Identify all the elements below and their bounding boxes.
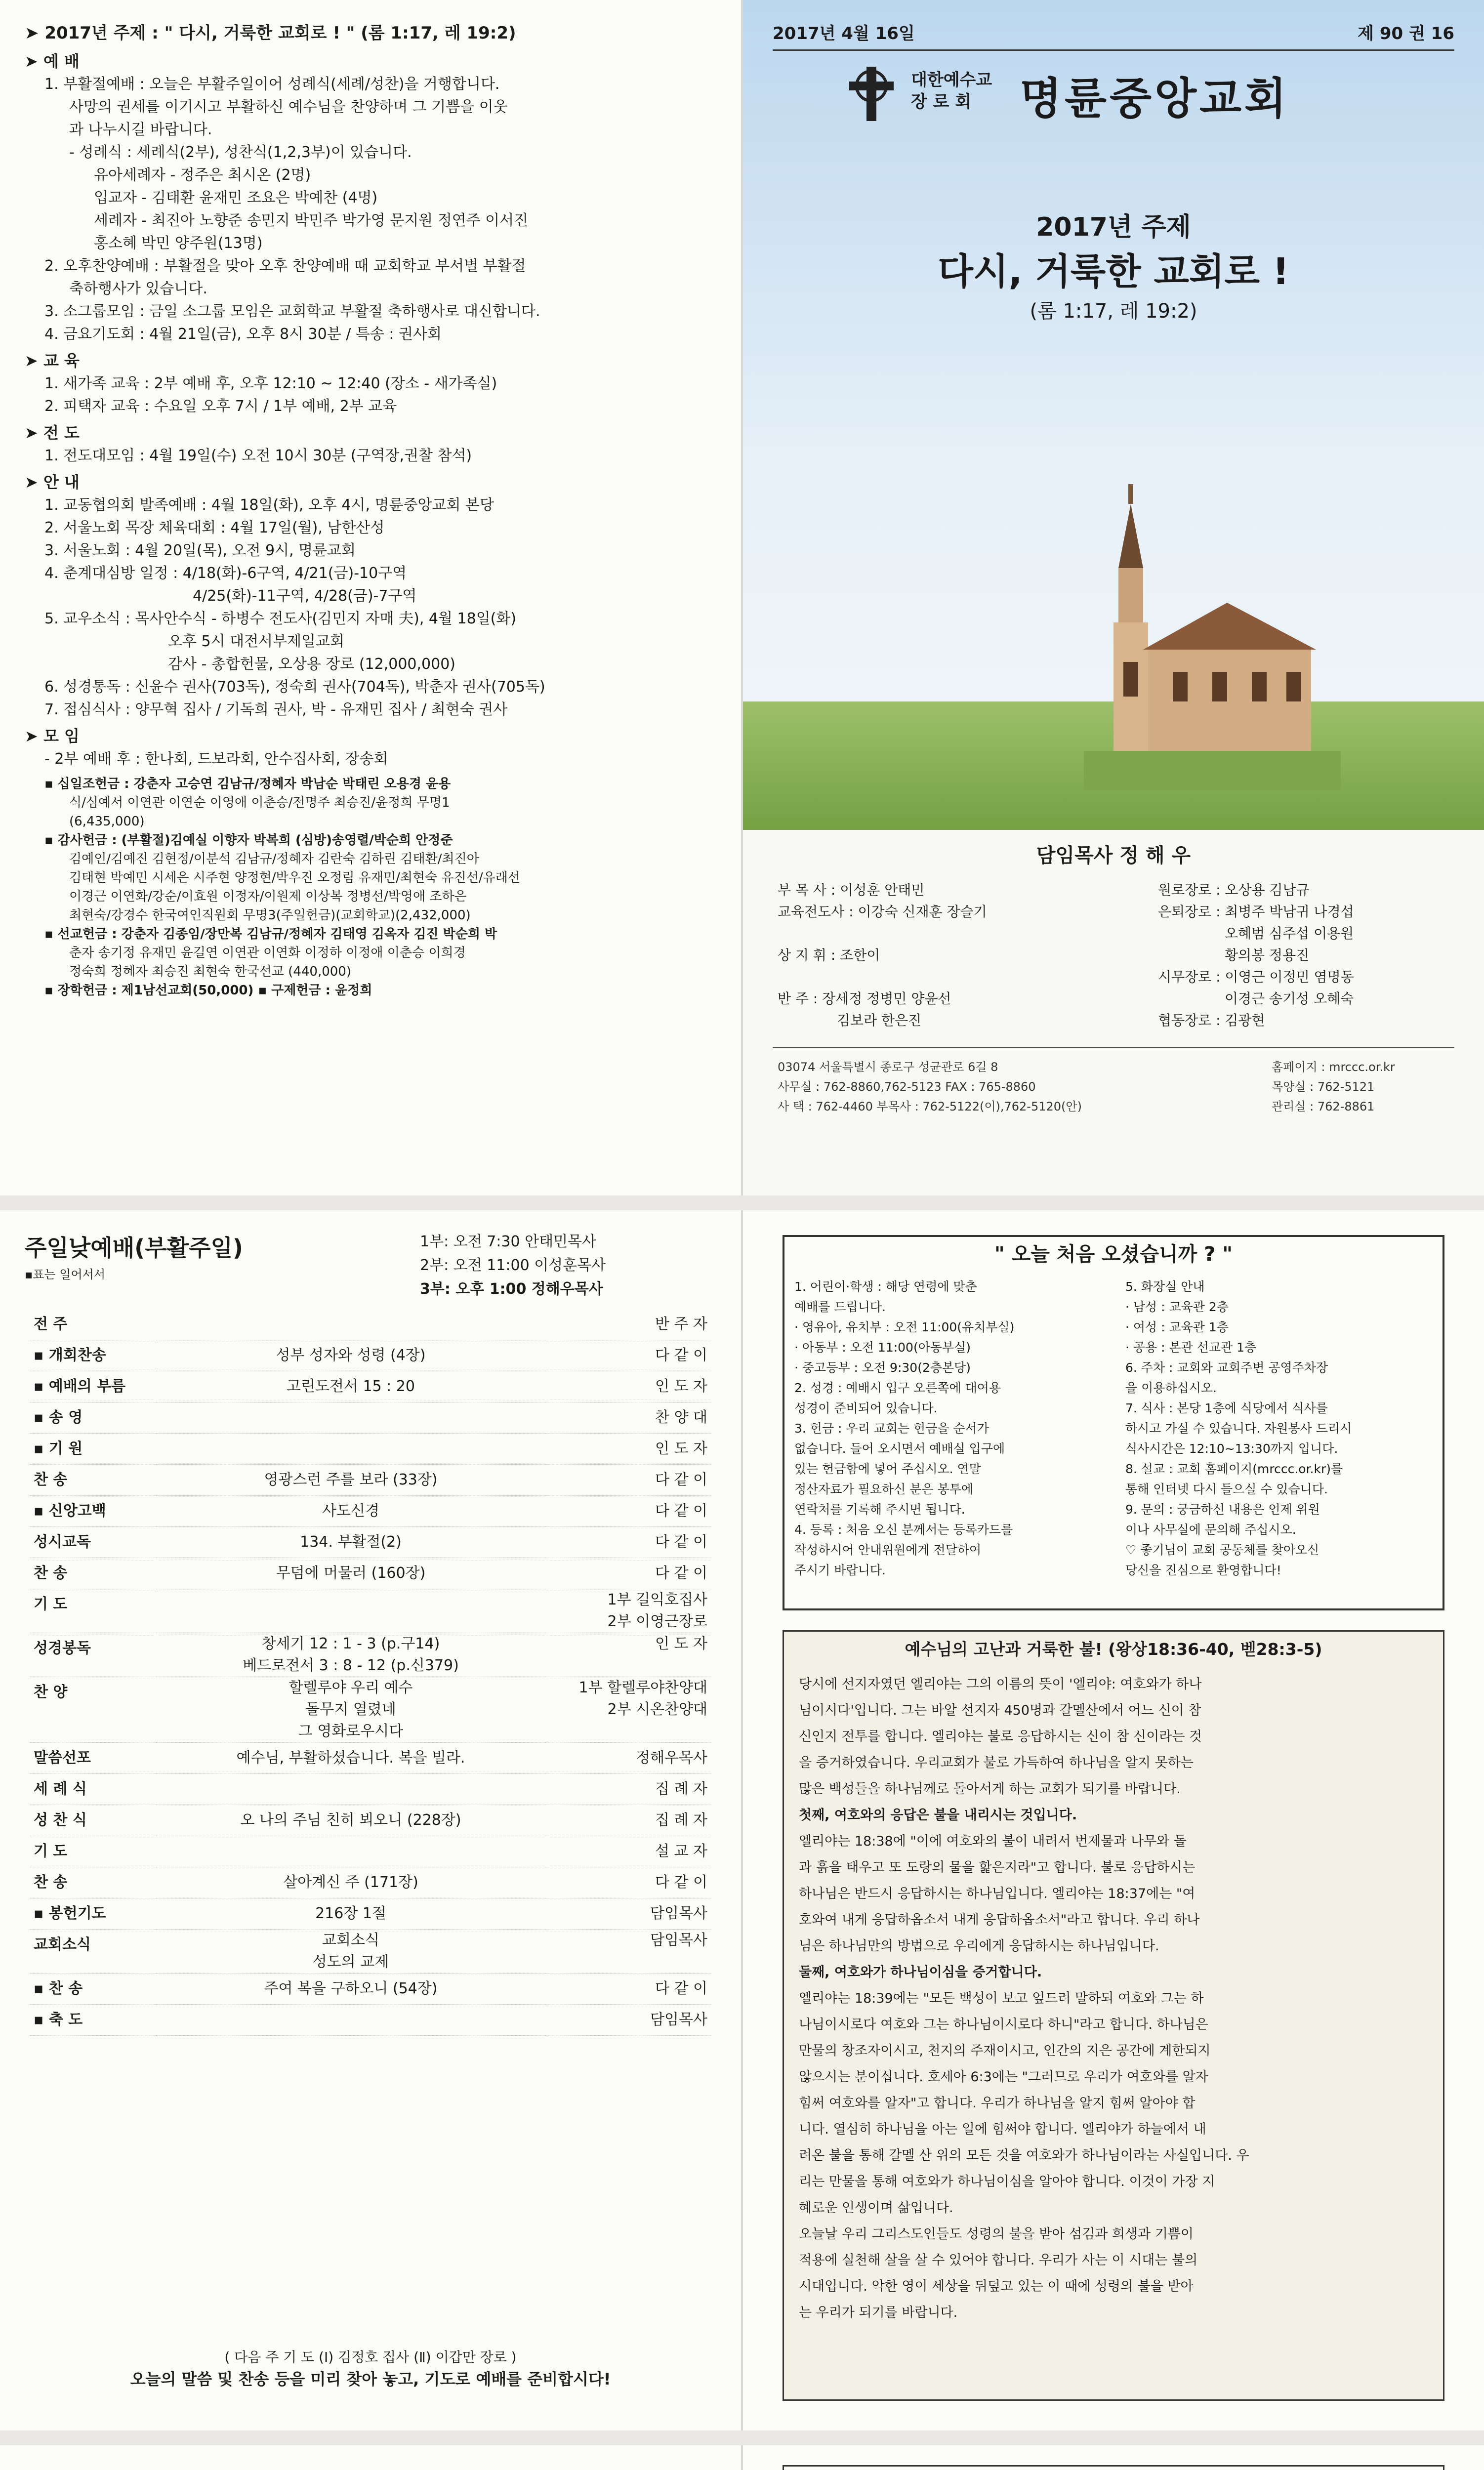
offering-line: 정숙희 정혜자 최승진 최현숙 한국선교 (440,000): [69, 964, 351, 979]
worship-item-label: ▪ 예배의 부름: [34, 1378, 126, 1395]
church-name: 명륜중앙교회: [1020, 73, 1290, 124]
worship-item-leader: 다 같 이: [655, 1564, 707, 1582]
notice-line: 연락처를 기록해 주시면 됩니다.: [794, 1502, 965, 1517]
worship-item-content: 할렐루야 우리 예수 돌무지 열렸네 그 영화로우시다: [289, 1679, 413, 1740]
worship-item-leader: 찬 양 대: [655, 1409, 707, 1426]
sermon-line: 리는 만물을 통해 여호와가 하나님이심을 알아야 합니다. 이것이 가장 지: [799, 2174, 1215, 2189]
sunday-worship-page: [0, 1210, 741, 2430]
worship-item-label: ▪ 송 영: [34, 1409, 83, 1426]
worship-item-content: [156, 1402, 545, 1434]
sermon-line: 나님이시로다 여호와 그는 하나님이시로다 하니"라고 합니다. 하나님은: [799, 2017, 1208, 2032]
worship-item: [30, 1774, 711, 1805]
ann-line: - 성례식 : 세례식(2부), 성찬식(1,2,3부)이 있습니다.: [69, 144, 412, 161]
other-services-page: [0, 2445, 741, 2470]
notice-line: 정산자료가 필요하신 분은 봉투에: [794, 1482, 973, 1496]
sermon-line: 만물의 창조자이시고, 천지의 주재이시고, 인간의 지은 공간에 계한되지: [799, 2043, 1211, 2058]
worship-item-label: 성 찬 식: [34, 1811, 87, 1829]
worship-item-content: [156, 1589, 545, 1633]
sermon-line: 않으시는 분이십니다. 호세아 6:3에는 "그러므로 우리가 여호와를 알자: [799, 2069, 1208, 2085]
notice-line: 5. 화장실 안내: [1125, 1279, 1205, 1294]
worship-item-leader: 정해우목사: [636, 1749, 707, 1767]
worship-item-leader: 담임목사: [650, 2011, 707, 2028]
sermon-line: 오늘날 우리 그리스도인들도 성령의 불을 받아 섬김과 희생과 기쁨이: [799, 2226, 1194, 2242]
ann-line: 3. 소그룹모임 : 금일 소그룹 모임은 교회학교 부활절 축하행사로 대신합니다.: [44, 303, 540, 320]
worship-item-label: ▪ 찬 송: [34, 1980, 83, 1997]
elder-line: 은퇴장로 : 최병주 박남귀 나경섭: [1158, 904, 1354, 920]
worship-item: [30, 1743, 711, 1774]
worship-item: [30, 1496, 711, 1527]
ann-line: 세례자 - 최진아 노향준 송민지 박민주 박가영 문지원 정연주 이서진: [94, 212, 529, 229]
staff-line: 반 주 : 장세정 정병민 양윤선: [778, 990, 951, 1007]
page-gap-2: [0, 2430, 1484, 2445]
ann-line: 4. 금요기도회 : 4월 21일(금), 오후 8시 30분 / 특송 : 권사회: [44, 326, 442, 343]
worship-item: [30, 1930, 711, 1974]
service-time-1: 1부: 오전 7:30 안태민목사: [420, 1233, 597, 1250]
ann-line: 6. 성경통독 : 신윤수 권사(703독), 정숙희 권사(704독), 박춘자 권사(705독): [44, 678, 545, 696]
worship-item-content: [156, 1434, 545, 1465]
ann-line: 4/25(화)-11구역, 4/28(금)-7구역: [193, 587, 417, 605]
worship-item: [30, 1974, 711, 2005]
notice-line: 이나 사무실에 문의해 주십시오.: [1125, 1523, 1296, 1537]
notice-line: 작성하시어 안내위원에게 전달하여: [794, 1543, 982, 1557]
notice-line: 주시기 바랍니다.: [794, 1563, 886, 1577]
sermon-line: 첫째, 여호와의 응답은 불을 내리시는 것입니다.: [799, 1808, 1077, 1823]
sermon-line: 힘써 여호와를 알자"고 합니다. 우리가 하나님을 알지 힘써 알아야 합: [799, 2096, 1195, 2111]
worship-item-label: 세 례 식: [34, 1780, 87, 1798]
sermon-line: 많은 백성들을 하나님께로 돌아서게 하는 교회가 되기를 바랍니다.: [799, 1781, 1181, 1797]
offering-line: 춘자 송기정 유재민 윤길연 이연관 이연화 이정하 이정애 이춘승 이희경: [69, 946, 466, 960]
ann-line: 오후 5시 대전서부제일교회: [168, 633, 344, 650]
office-phone: 사무실 : 762-8860,762-5123 FAX : 765-8860: [778, 1080, 1036, 1094]
service-time-2: 2부: 오전 11:00 이성훈목사: [420, 1257, 606, 1274]
worship-item-leader: 다 같 이: [655, 1471, 707, 1488]
worship-item: [30, 1589, 711, 1633]
worship-item-label: ▪ 축 도: [34, 2011, 83, 2028]
staff-line: 교육전도사 : 이강숙 신재훈 장슬기: [778, 904, 987, 920]
section-worship: ➤ 예 배: [25, 52, 80, 71]
ann-line: 1. 새가족 교육 : 2부 예배 후, 오후 12:10 ~ 12:40 (장소 - 새가족실): [44, 375, 497, 392]
calendar-box: [783, 2465, 1444, 2470]
worship-item: [30, 1558, 711, 1589]
notice-line: 8. 설교 : 교회 홈페이지(mrccc.or.kr)를: [1125, 1462, 1343, 1476]
sermon-line: 당시에 선지자였던 엘리야는 그의 이름의 뜻이 '엘리야: 여호와가 하나: [799, 1677, 1202, 1692]
section-evangelism: ➤ 전 도: [25, 423, 80, 442]
worship-item-content: 주여 복을 구하오니 (54장): [264, 1980, 438, 1997]
notice-line: 3. 헌금 : 우리 교회는 헌금을 순서가: [794, 1421, 989, 1436]
worship-item-leader: 다 같 이: [655, 1980, 707, 1997]
ann-line: 4. 춘계대심방 일정 : 4/18(화)-6구역, 4/21(금)-10구역: [44, 565, 407, 582]
newcomer-notice-box: [783, 1235, 1444, 1610]
worship-item-content: [156, 1836, 545, 1867]
notice-line: 통해 인터넷 다시 들으실 수 있습니다.: [1125, 1482, 1328, 1496]
staff-line: 김보라 한은진: [837, 1012, 922, 1029]
worship-item-leader: 다 같 이: [655, 1874, 707, 1891]
worship-item-label: 기 도: [34, 1843, 68, 1860]
worship-item-label: 교회소식: [34, 1936, 91, 1953]
worship-item-content: 134. 부활절(2): [300, 1533, 402, 1551]
offering-line: ▪ 십일조헌금 : 강춘자 고승연 김남규/정혜자 박남순 박태린 오용경 윤용: [44, 777, 451, 791]
section-education: ➤ 교 육: [25, 351, 80, 370]
worship-item-content: 고린도전서 15 : 20: [287, 1378, 415, 1395]
ann-line: 2. 서울노회 목장 체육대회 : 4월 17일(월), 남한산성: [44, 519, 385, 536]
elder-line: 시무장로 : 이영근 이정민 염명동: [1158, 969, 1354, 985]
worship-item-label: 찬 송: [34, 1471, 68, 1488]
ann-line: 3. 서울노회 : 4월 20일(목), 오전 9시, 명륜교회: [44, 542, 356, 559]
newcomer-notice-title: " 오늘 처음 오셨습니까 ? ": [994, 1243, 1233, 1266]
worship-item: [30, 1371, 711, 1402]
notice-line: · 아동부 : 오전 11:00(아동부실): [794, 1340, 971, 1355]
sermon-line: 는 우리가 되기를 바랍니다.: [799, 2305, 958, 2320]
cover-page: [743, 0, 1484, 1195]
worship-item-content: 예수님, 부활하셨습니다. 복을 빌라.: [236, 1749, 465, 1767]
section-meetings: ➤ 모 임: [25, 727, 80, 745]
issue-volume: 제 90 권 16: [1358, 24, 1454, 43]
worship-item-leader: 인 도 자: [655, 1440, 707, 1457]
newcomer-sermon-page: [743, 1210, 1484, 2430]
worship-item-content: 성부 성자와 성령 (4장): [276, 1347, 426, 1364]
year-theme-reference: (롬 1:17, 레 19:2): [1030, 300, 1197, 323]
worship-item-content: 창세기 12 : 1 - 3 (p.구14) 베드로전서 3 : 8 - 12 (p.신379): [243, 1635, 459, 1674]
worship-item-content: [156, 2005, 545, 2036]
notice-line: ♡ 좋기님이 교회 공동체를 찾아오신: [1125, 1543, 1319, 1557]
sermon-body: [799, 1671, 1431, 2326]
parsonage-phone: 사 택 : 762-4460 부목사 : 762-5122(이),762-5120(안): [778, 1100, 1082, 1113]
worship-item-leader: 집 례 자: [655, 1811, 707, 1829]
worship-item-content: 사도신경: [322, 1502, 379, 1520]
ann-line: 1. 전도대모임 : 4월 19일(수) 오전 10시 30분 (구역장,권찰 참석): [44, 447, 472, 464]
worship-item-content: 오 나의 주님 친히 뵈오니 (228장): [240, 1811, 461, 1829]
standing-note: ▪표는 일어서서: [25, 1268, 105, 1281]
ann-line: 홍소혜 박민 양주원(13명): [94, 235, 263, 252]
sermon-line: 님은 하나님만의 방법으로 우리에게 응답하시는 하나님입니다.: [799, 1938, 1159, 1954]
announcements-page: [0, 0, 741, 1195]
afternoon-worship-title: [25, 2465, 396, 2470]
worship-item-content: 216장 1절: [315, 1905, 386, 1922]
worship-item-label: ▪ 봉헌기도: [34, 1905, 106, 1922]
sermon-line: 과 흙을 태우고 또 도랑의 물을 핥은지라"고 합니다. 불로 응답하시는: [799, 1860, 1195, 1875]
sermon-line: 려온 불을 통해 갈멜 산 위의 모든 것을 여호와가 하나님이라는 사실입니다. 우: [799, 2148, 1249, 2163]
worship-item-content: 교회소식 성도의 교제: [312, 1932, 389, 1971]
notice-line: 6. 주차 : 교회와 교회주변 공영주차장: [1125, 1360, 1328, 1375]
worship-item-leader: 담임목사: [650, 1932, 707, 1949]
homepage: 홈페이지 : mrccc.or.kr: [1272, 1060, 1395, 1074]
worship-item: [30, 1402, 711, 1434]
section-guide: ➤ 안 내: [25, 473, 80, 492]
worship-item: [30, 1677, 711, 1743]
notice-line: 식사시간은 12:10~13:30까지 입니다.: [1125, 1441, 1338, 1456]
elder-line: 협동장로 : 김광현: [1158, 1012, 1265, 1029]
sermon-box: [783, 1630, 1444, 2401]
header-rule: [773, 49, 1454, 51]
worship-item-label: 찬 송: [34, 1874, 68, 1891]
ann-line: 1. 교동협의회 발족예배 : 4월 18일(화), 오후 4시, 명륜중앙교회 본당: [44, 496, 494, 514]
worship-item: [30, 2005, 711, 2036]
notice-line: 예배를 드립니다.: [794, 1300, 886, 1314]
offering-line: (6,435,000): [69, 814, 145, 829]
ann-line: 2. 오후찬양예배 : 부활절을 맞아 오후 찬양예배 때 교회학교 부서별 부활절: [44, 257, 526, 275]
offering-line: 식/심예서 이연관 이연순 이영애 이춘승/전명주 최승진/윤정희 무명1: [69, 795, 450, 810]
staff-info-area: [743, 830, 1484, 1195]
ann-line: 7. 접심식사 : 양무혁 집사 / 기독희 권사, 박 - 유재민 집사 / 최현숙 권사: [44, 701, 508, 718]
staff-line: 부 목 사 : 이성훈 안태민: [778, 882, 925, 898]
worship-item-leader: 다 같 이: [655, 1533, 707, 1551]
newcomer-notice-right: [1125, 1276, 1442, 1580]
worship-item-leader: 설 교 자: [655, 1843, 707, 1860]
sermon-line: 혜로운 인생이며 삶입니다.: [799, 2200, 953, 2216]
prep-reminder: 오늘의 말씀 및 찬송 등을 미리 찾아 놓고, 기도로 예배를 준비합시다!: [130, 2370, 611, 2388]
worship-item-leader: 집 례 자: [655, 1780, 707, 1798]
worship-item-label: ▪ 기 원: [34, 1440, 83, 1457]
notice-line: 있는 헌금함에 넣어 주십시오. 연말: [794, 1462, 981, 1476]
worship-item: [30, 1836, 711, 1867]
notice-line: 성경이 준비되어 있습니다.: [794, 1401, 938, 1415]
elder-line: 이경근 송기성 오혜숙: [1225, 990, 1354, 1007]
sermon-line: 엘리야는 18:38에 "이에 여호와의 불이 내려서 번제물과 나무와 돌: [799, 1834, 1187, 1849]
notice-line: 4. 등록 : 처음 오신 분께서는 등록카드를: [794, 1523, 1013, 1537]
worship-item: [30, 1867, 711, 1898]
notice-line: 하시고 가실 수 있습니다. 자원봉사 드리시: [1125, 1421, 1352, 1436]
notice-line: 2. 성경 : 예배시 입구 오른쪽에 대여용: [794, 1381, 1001, 1395]
order-of-worship: [30, 1309, 711, 2036]
notice-line: 없습니다. 들어 오시면서 예배실 입구에: [794, 1441, 1005, 1456]
worship-item: [30, 1465, 711, 1496]
worship-item-label: 성시교독: [34, 1533, 91, 1551]
worship-item-leader: 담임목사: [650, 1905, 707, 1922]
church-logo-icon: [842, 64, 901, 124]
sermon-line: 하나님은 반드시 응답하시는 하나님입니다. 엘리야는 18:37에는 "여: [799, 1886, 1195, 1901]
sermon-title: 예수님의 고난과 거룩한 불! (왕상18:36-40, 벧28:3-5): [905, 1640, 1322, 1659]
worship-item-content: 살아계신 주 (171장): [283, 1874, 418, 1891]
notice-line: · 중고등부 : 오전 9:30(2층본당): [794, 1360, 971, 1375]
issue-date: 2017년 4월 16일: [773, 24, 915, 43]
notice-line: · 남성 : 교육관 2층: [1125, 1300, 1229, 1314]
worship-item-content: [156, 1774, 545, 1805]
worship-item-label: 전 주: [34, 1316, 68, 1333]
worship-item-leader: 1부 할렐루야찬양대 2부 시온찬양대: [578, 1679, 707, 1718]
worship-item-leader: 인 도 자: [655, 1635, 707, 1652]
address: 03074 서울특별시 종로구 성균관로 6길 8: [778, 1060, 998, 1074]
staff-line: 상 지 휘 : 조한이: [778, 947, 880, 963]
worship-item-leader: 반 주 자: [655, 1316, 707, 1333]
sermon-line: 니다. 열심히 하나님을 아는 일에 힘써야 합니다. 엘리야가 하늘에서 내: [799, 2122, 1206, 2137]
pastor-office-phone: 목양실 : 762-5121: [1272, 1080, 1375, 1094]
offering-line: 이경근 이연화/강순/이효원 이정자/이원제 이상복 정병선/박영애 조하은: [69, 889, 467, 904]
worship-item-leader: 다 같 이: [655, 1347, 707, 1364]
sermon-line: 적용에 실천해 살을 살 수 있어야 합니다. 우리가 사는 이 시대는 불의: [799, 2253, 1198, 2268]
worship-item-label: 찬 양: [34, 1684, 68, 1701]
worship-item-content: 영광스런 주를 보라 (33장): [264, 1471, 438, 1488]
church-building-illustration: [1084, 484, 1341, 790]
page-gap-1: [0, 1195, 1484, 1210]
ann-line: 과 나누시길 바랍니다.: [69, 121, 212, 138]
denomination-line-2: 장 로 회: [911, 92, 972, 112]
elder-line: 원로장로 : 오상용 김남규: [1158, 882, 1310, 898]
sunday-worship-title: 주일낮예배(부활주일): [25, 1235, 243, 1261]
worship-item-content: 무덤에 머물러 (160장): [276, 1564, 426, 1582]
management-phone: 관리실 : 762-8861: [1272, 1100, 1375, 1113]
offering-line: 김태현 박예민 시세은 시주현 양정현/박우진 오정림 유재민/최현숙 유진선/유래선: [69, 870, 520, 885]
newcomer-notice-left: [794, 1276, 1115, 1580]
sermon-line: 을 증거하였습니다. 우리교회가 불로 가득하여 하나님을 알지 못하는: [799, 1755, 1194, 1770]
worship-item-label: 성경봉독: [34, 1640, 91, 1657]
worship-item: [30, 1340, 711, 1371]
sermon-line: 둘째, 여호와가 하나님이심을 증거합니다.: [799, 1965, 1042, 1980]
year-theme: 다시, 거룩한 교회로 !: [938, 250, 1289, 293]
notice-line: 9. 문의 : 궁금하신 내용은 언제 위원: [1125, 1502, 1320, 1517]
sermon-line: 님이시다'입니다. 그는 바알 선지자 450명과 갈멜산에서 어느 신이 참: [799, 1703, 1201, 1718]
offering-line: ▪ 장학헌금 : 제1남선교회(50,000) ▪ 구제헌금 : 윤정희: [44, 983, 372, 998]
calendar-title: [784, 2467, 1443, 2470]
offering-line: ▪ 선교헌금 : 강춘자 김종임/장만복 김남규/정혜자 김태영 김옥자 김진 박순희 박: [44, 927, 497, 942]
notice-line: 7. 식사 : 본당 1층에 식당에서 식사를: [1125, 1401, 1328, 1415]
notice-line: 을 이용하십시오.: [1125, 1381, 1217, 1395]
ann-line: 축하행사가 있습니다.: [69, 280, 207, 297]
worship-item-label: 기 도: [34, 1596, 68, 1613]
ann-line: - 2부 예배 후 : 한나회, 드보라회, 안수집사회, 장송회: [44, 750, 388, 768]
worship-item-label: ▪ 개회찬송: [34, 1347, 106, 1364]
offering-line: ▪ 감사헌금 : (부활절)김예실 이향자 박복희 (심방)송영렬/박순희 안정준: [44, 833, 453, 848]
sermon-line: 엘리야는 18:39에는 "모든 백성이 보고 엎드려 말하되 여호와 그는 하: [799, 1991, 1204, 2006]
worship-item-label: 찬 송: [34, 1564, 68, 1582]
theme-line: ➤ 2017년 주제 : " 다시, 거룩한 교회로 ! " (롬 1:17, 레 19:2): [25, 23, 516, 43]
ann-line: 사망의 권세를 이기시고 부활하신 예수님을 찬양하며 그 기쁨을 이웃: [69, 98, 508, 116]
worship-item: [30, 1527, 711, 1558]
ann-line: 5. 교우소식 : 목사안수식 - 하병수 전도사(김민지 자매 夫), 4월 18일(화): [44, 610, 517, 627]
worship-item: [30, 1898, 711, 1930]
offering-line: 김예인/김예진 김현정/이분석 김남규/정혜자 김란숙 김하린 김태환/최진아: [69, 852, 479, 866]
sermon-line: 신인지 전투를 합니다. 엘리야는 불로 응답하시는 신이 참 신이라는 것: [799, 1729, 1202, 1744]
offering-line: 최현숙/강경수 한국여인직원회 무명3(주일헌금)(교회학교)(2,432,000): [69, 908, 471, 923]
year-theme-label: 2017년 주제: [1036, 212, 1191, 242]
notice-line: 1. 어린이·학생 : 해당 연령에 맞춘: [794, 1279, 977, 1294]
worship-item-label: 말씀선포: [34, 1749, 91, 1767]
notice-line: · 공용 : 본관 선교관 1층: [1125, 1340, 1257, 1355]
notice-line: 당신을 진심으로 환영합니다!: [1125, 1563, 1281, 1577]
worship-item: [30, 1309, 711, 1340]
ann-line: 감사 - 총합헌물, 오상용 장로 (12,000,000): [168, 656, 455, 673]
ann-line: 1. 부활절예배 : 오늘은 부활주일이어 성례식(세례/성찬)을 거행합니다.: [44, 76, 500, 93]
worship-item-content: [156, 1309, 545, 1340]
worship-item-leader: 1부 길익호집사 2부 이영근장로: [607, 1591, 707, 1630]
worship-item: [30, 1633, 711, 1677]
worship-item-label: ▪ 신앙고백: [34, 1502, 106, 1520]
ann-line: 2. 피택자 교육 : 수요일 오후 7시 / 1부 예배, 2부 교육: [44, 398, 397, 415]
worship-item-leader: 인 도 자: [655, 1378, 707, 1395]
denomination-line-1: 대한예수교: [911, 70, 992, 90]
service-time-3: 3부: 오후 1:00 정해우목사: [420, 1280, 603, 1298]
sermon-line: 시대입니다. 악한 영이 세상을 뒤덮고 있는 이 때에 성령의 불을 받아: [799, 2279, 1194, 2294]
elder-line: 황의봉 정용진: [1225, 947, 1310, 963]
ann-line: 입교자 - 김태환 윤재민 조요은 박예찬 (4명): [94, 189, 378, 206]
elder-line: 오혜범 심주섭 이용원: [1225, 925, 1354, 942]
senior-pastor: 담임목사 정 해 우: [1036, 844, 1191, 867]
next-week-prayer: ( 다음 주 기 도 (Ⅰ) 김정호 집사 (Ⅱ) 이갑만 장로 ): [224, 2349, 517, 2365]
worship-item: [30, 1805, 711, 1836]
notice-line: · 여성 : 교육관 1층: [1125, 1320, 1229, 1334]
sermon-line: 호와여 내게 응답하옵소서 내게 응답하옵소서"라고 합니다. 우리 하나: [799, 1912, 1200, 1928]
contact-rule: [773, 1047, 1454, 1048]
worship-item: [30, 1434, 711, 1465]
worship-item-leader: 다 같 이: [655, 1502, 707, 1520]
ann-line: 유아세례자 - 정주은 최시온 (2명): [94, 166, 311, 184]
ministry-calendar-page: [743, 2445, 1484, 2470]
notice-line: · 영유아, 유치부 : 오전 11:00(유치부실): [794, 1320, 1015, 1334]
